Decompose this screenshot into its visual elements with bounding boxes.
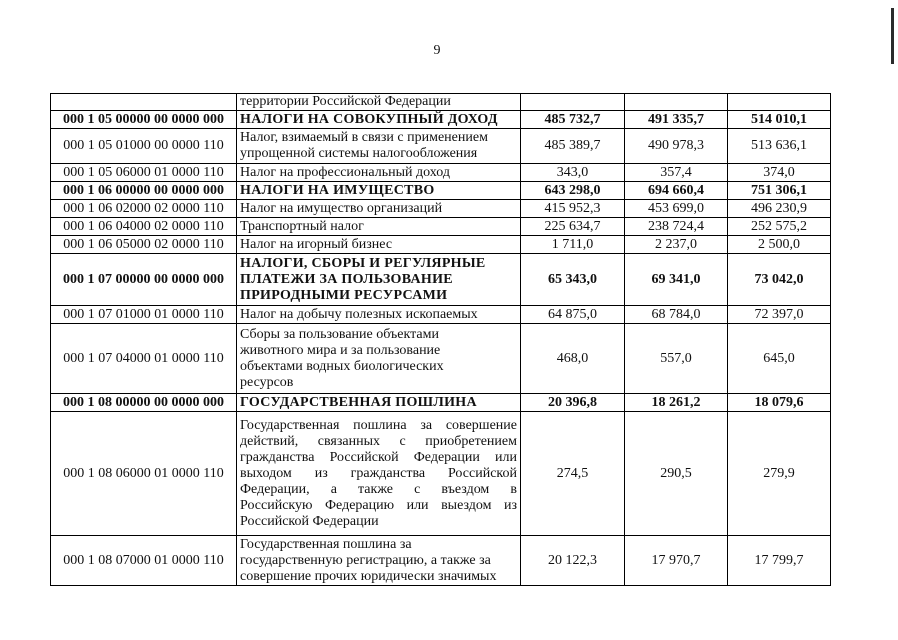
- revenue-name-cell: [237, 394, 521, 412]
- revenue-name-line: государственную регистрацию, а также за: [240, 552, 491, 568]
- revenue-name-cell: [237, 236, 521, 254]
- table-row: [51, 94, 831, 111]
- budget-code-cell: 000 1 05 01000 00 0000 110: [51, 129, 237, 164]
- revenue-name-line: Налог на профессиональный доход: [240, 164, 450, 180]
- amount-cell-year-2: 290,5: [625, 412, 728, 536]
- budget-code-cell: 000 1 06 05000 02 0000 110: [51, 236, 237, 254]
- revenue-name-cell: [237, 218, 521, 236]
- amount-cell-year-2: 453 699,0: [625, 200, 728, 218]
- revenue-name-line: Налог на добычу полезных ископаемых: [240, 306, 478, 322]
- table-row: [51, 254, 831, 306]
- amount-cell-year-1: 485 389,7: [521, 129, 625, 164]
- amount-cell-year-3: [728, 94, 831, 111]
- amount-cell-year-3: 252 575,2: [728, 218, 831, 236]
- budget-code-cell: 000 1 07 04000 01 0000 110: [51, 324, 237, 394]
- amount-cell-year-2: 357,4: [625, 164, 728, 182]
- amount-cell-year-1: 20 396,8: [521, 394, 625, 412]
- revenue-name-line: гражданства Российской Федерации или: [240, 449, 517, 465]
- amount-cell-year-1: 1 711,0: [521, 236, 625, 254]
- budget-code-cell: 000 1 08 07000 01 0000 110: [51, 536, 237, 586]
- revenue-name-line: Федерации, а также с въездом в: [240, 481, 517, 497]
- revenue-name-line: животного мира и за пользование: [240, 342, 441, 358]
- amount-cell-year-2: 2 237,0: [625, 236, 728, 254]
- amount-cell-year-3: 73 042,0: [728, 254, 831, 306]
- revenue-name-line: НАЛОГИ, СБОРЫ И РЕГУЛЯРНЫЕ: [240, 255, 486, 271]
- table-row: [51, 182, 831, 200]
- budget-code-cell: 000 1 05 06000 01 0000 110: [51, 164, 237, 182]
- budget-code-cell: 000 1 08 06000 01 0000 110: [51, 412, 237, 536]
- amount-cell-year-2: 17 970,7: [625, 536, 728, 586]
- amount-cell-year-1: 485 732,7: [521, 111, 625, 129]
- amount-cell-year-1: 415 952,3: [521, 200, 625, 218]
- revenue-name-line: Налог на игорный бизнес: [240, 236, 393, 252]
- amount-cell-year-3: 645,0: [728, 324, 831, 394]
- table-row: [51, 129, 831, 164]
- table-row: [51, 218, 831, 236]
- revenue-name-line: НАЛОГИ НА ИМУЩЕСТВО: [240, 182, 435, 198]
- revenue-name-cell: [237, 111, 521, 129]
- amount-cell-year-2: 68 784,0: [625, 306, 728, 324]
- amount-cell-year-1: 343,0: [521, 164, 625, 182]
- amount-cell-year-3: 496 230,9: [728, 200, 831, 218]
- table-row: [51, 324, 831, 394]
- revenue-name-line: территории Российской Федерации: [240, 94, 451, 109]
- table-row: [51, 394, 831, 412]
- table-row: [51, 306, 831, 324]
- budget-code-cell: 000 1 08 00000 00 0000 000: [51, 394, 237, 412]
- revenue-name-cell: [237, 200, 521, 218]
- revenue-name-line: Российской Федерации: [240, 513, 379, 529]
- amount-cell-year-1: 225 634,7: [521, 218, 625, 236]
- table-row: [51, 536, 831, 586]
- revenue-name-line: НАЛОГИ НА СОВОКУПНЫЙ ДОХОД: [240, 111, 498, 127]
- amount-cell-year-3: 72 397,0: [728, 306, 831, 324]
- amount-cell-year-2: 238 724,4: [625, 218, 728, 236]
- revenue-name-line: Сборы за пользование объектами: [240, 326, 439, 342]
- amount-cell-year-2: [625, 94, 728, 111]
- revenue-name-cell: [237, 94, 521, 111]
- revenue-name-line: объектами водных биологических: [240, 358, 444, 374]
- revenue-name-line: ПЛАТЕЖИ ЗА ПОЛЬЗОВАНИЕ: [240, 271, 453, 287]
- revenue-name-line: действий, связанных с приобретением: [240, 433, 517, 449]
- budget-code-cell: 000 1 07 00000 00 0000 000: [51, 254, 237, 306]
- amount-cell-year-1: 643 298,0: [521, 182, 625, 200]
- amount-cell-year-3: 514 010,1: [728, 111, 831, 129]
- amount-cell-year-2: 490 978,3: [625, 129, 728, 164]
- budget-code-cell: 000 1 06 02000 02 0000 110: [51, 200, 237, 218]
- amount-cell-year-3: 17 799,7: [728, 536, 831, 586]
- table-row: [51, 164, 831, 182]
- amount-cell-year-2: 694 660,4: [625, 182, 728, 200]
- amount-cell-year-1: 468,0: [521, 324, 625, 394]
- revenue-name-line: упрощенной системы налогообложения: [240, 146, 478, 161]
- amount-cell-year-3: 2 500,0: [728, 236, 831, 254]
- revenue-name-line: Налог на имущество организаций: [240, 200, 443, 216]
- revenue-name-cell: [237, 254, 521, 306]
- amount-cell-year-2: 557,0: [625, 324, 728, 394]
- amount-cell-year-3: 751 306,1: [728, 182, 831, 200]
- amount-cell-year-1: 64 875,0: [521, 306, 625, 324]
- revenue-name-line: Транспортный налог: [240, 218, 364, 234]
- amount-cell-year-2: 491 335,7: [625, 111, 728, 129]
- amount-cell-year-3: 513 636,1: [728, 129, 831, 164]
- revenue-name-cell: [237, 182, 521, 200]
- budget-code-cell: [51, 94, 237, 111]
- amount-cell-year-1: 65 343,0: [521, 254, 625, 306]
- budget-code-cell: 000 1 05 00000 00 0000 000: [51, 111, 237, 129]
- table-row: [51, 236, 831, 254]
- amount-cell-year-2: 18 261,2: [625, 394, 728, 412]
- budget-revenue-table: [50, 93, 831, 586]
- amount-cell-year-3: 18 079,6: [728, 394, 831, 412]
- revenue-name-line: Государственная пошлина за: [240, 536, 412, 552]
- amount-cell-year-2: 69 341,0: [625, 254, 728, 306]
- revenue-name-line: Российскую Федерацию или выездом из: [240, 497, 517, 513]
- revenue-name-cell: [237, 164, 521, 182]
- revenue-name-line: выходом из гражданства Российской: [240, 465, 517, 481]
- revenue-name-cell: [237, 129, 521, 164]
- revenue-name-line: ПРИРОДНЫМИ РЕСУРСАМИ: [240, 287, 448, 303]
- amount-cell-year-1: 20 122,3: [521, 536, 625, 586]
- revenue-name-cell: [237, 324, 521, 394]
- amount-cell-year-3: 374,0: [728, 164, 831, 182]
- revenue-name-cell: [237, 306, 521, 324]
- revenue-name-cell: [237, 536, 521, 586]
- amount-cell-year-1: 274,5: [521, 412, 625, 536]
- revenue-name-line: Налог, взимаемый в связи с применением: [240, 130, 488, 145]
- table-row: [51, 200, 831, 218]
- table-row: [51, 412, 831, 536]
- amount-cell-year-1: [521, 94, 625, 111]
- revenue-name-line: ресурсов: [240, 374, 294, 390]
- scan-edge-mark: [891, 8, 894, 64]
- amount-cell-year-3: 279,9: [728, 412, 831, 536]
- table-row: [51, 111, 831, 129]
- revenue-name-cell: [237, 412, 521, 536]
- revenue-name-line: совершение прочих юридически значимых: [240, 568, 497, 584]
- page-number: 9: [433, 43, 441, 58]
- budget-code-cell: 000 1 07 01000 01 0000 110: [51, 306, 237, 324]
- budget-code-cell: 000 1 06 04000 02 0000 110: [51, 218, 237, 236]
- budget-code-cell: 000 1 06 00000 00 0000 000: [51, 182, 237, 200]
- table-body: [51, 94, 831, 586]
- revenue-name-line: Государственная пошлина за совершение: [240, 417, 517, 433]
- revenue-name-line: ГОСУДАРСТВЕННАЯ ПОШЛИНА: [240, 394, 477, 410]
